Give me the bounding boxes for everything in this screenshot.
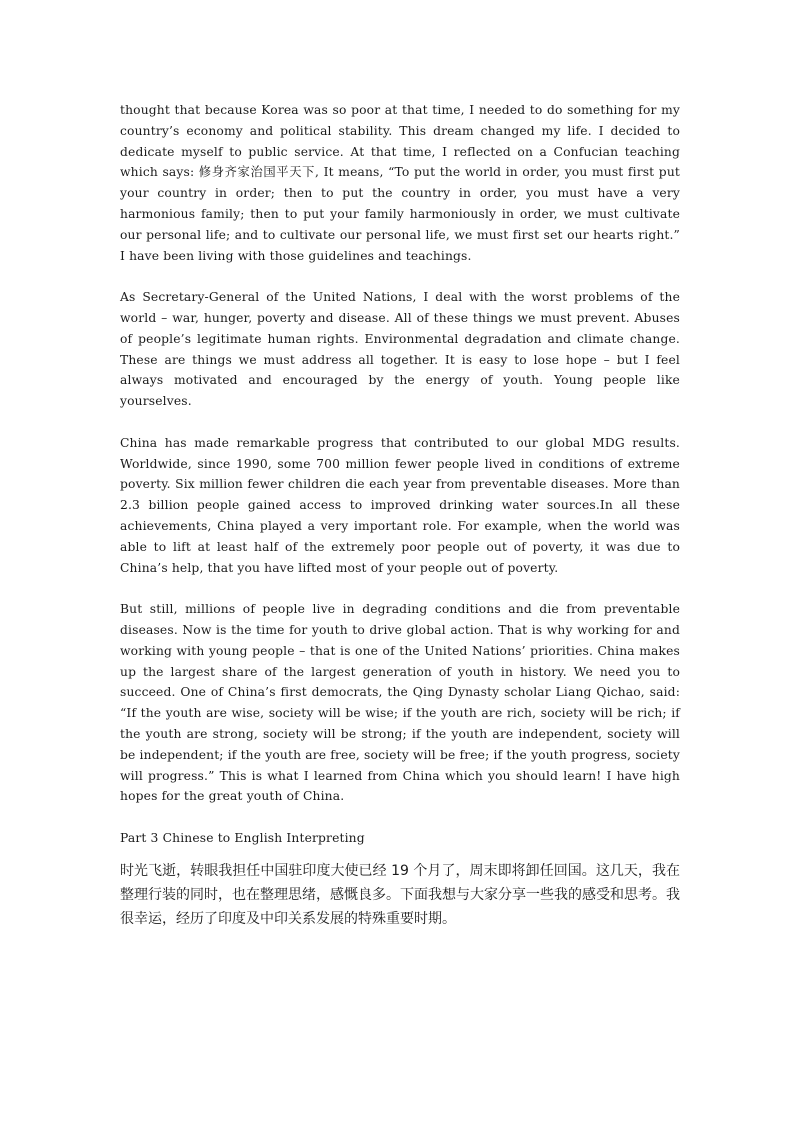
paragraph-gap xyxy=(120,578,680,599)
paragraph-gap xyxy=(120,412,680,433)
paragraph-secretary-general: As Secretary-General of the United Nations, I deal with the worst problems of the world – war, hunger, poverty and disease. All of these things we must prevent. Abuses of people’s legitimate human rights. Environmental degradation and climate change. These are things we must address all together. It is easy to lose hope – but I feel always motivated and encouraged by the energy of youth. Young people like yourselves. xyxy=(120,290,680,409)
paragraph-china-progress: China has made remarkable progress that contributed to our global MDG results. Worldwide, since 1990, some 700 million fewer people lived in conditions of extreme poverty. Six million fewer children die each year from preventable diseases. More than 2.3 billion people gained access to improved drinking water sources.In all these achievements, China played a very important role. For example, when the world was able to lift at least half of the extremely poor people out of poverty, it was due to China’s help, that you have lifted most of your people out of poverty. xyxy=(120,435,680,575)
paragraph-gap xyxy=(120,266,680,287)
document-page xyxy=(120,100,680,931)
paragraph-gap xyxy=(120,807,680,828)
paragraph-korea-confucian: thought that because Korea was so poor at that time, I needed to do something for my country’s economy and political stability. This dream changed my life. I decided to dedicate myself to public service. At that time, I reflected on a Confucian teaching which says: 修身齐家治国平天下, It means, “To put the world in order, you must first put your country in order; then to put the country in order, you must have a very harmonious family; then to put your family harmoniously in order, we must cultivate our personal life; and to cultivate our personal life, we must first set our hearts right.” I have been living with those guidelines and teachings. xyxy=(120,103,680,263)
paragraph-youth: But still, millions of people live in degrading conditions and die from preventable diseases. Now is the time for youth to drive global action. That is why working for and working with young people – that is one of the United Nations’ priorities. China makes up the largest share of the largest generation of youth in history. We need you to succeed. One of China’s first democrats, the Qing Dynasty scholar Liang Qichao, said: “If the youth are wise, society will be wise; if the youth are rich, society will be rich; if the youth are strong, society will be strong; if the youth are independent, society will be independent; if the youth are free, society will be free; if the youth progress, society will progress.” This is what I learned from China which you should learn! I have high hopes for the great youth of China. xyxy=(120,602,680,804)
chinese-paragraph: 时光飞逝，转眼我担任中国驻印度大使已经 19 个月了，周末即将卸任回国。这几天，我在整理行装的同时，也在整理思绪，感慨良多。下面我想与大家分享一些我的感受和思考。我很幸运，经历了印度及中印关系发展的特殊重要时期。 xyxy=(120,862,680,927)
section-heading: Part 3 Chinese to English Interpreting xyxy=(120,830,365,845)
